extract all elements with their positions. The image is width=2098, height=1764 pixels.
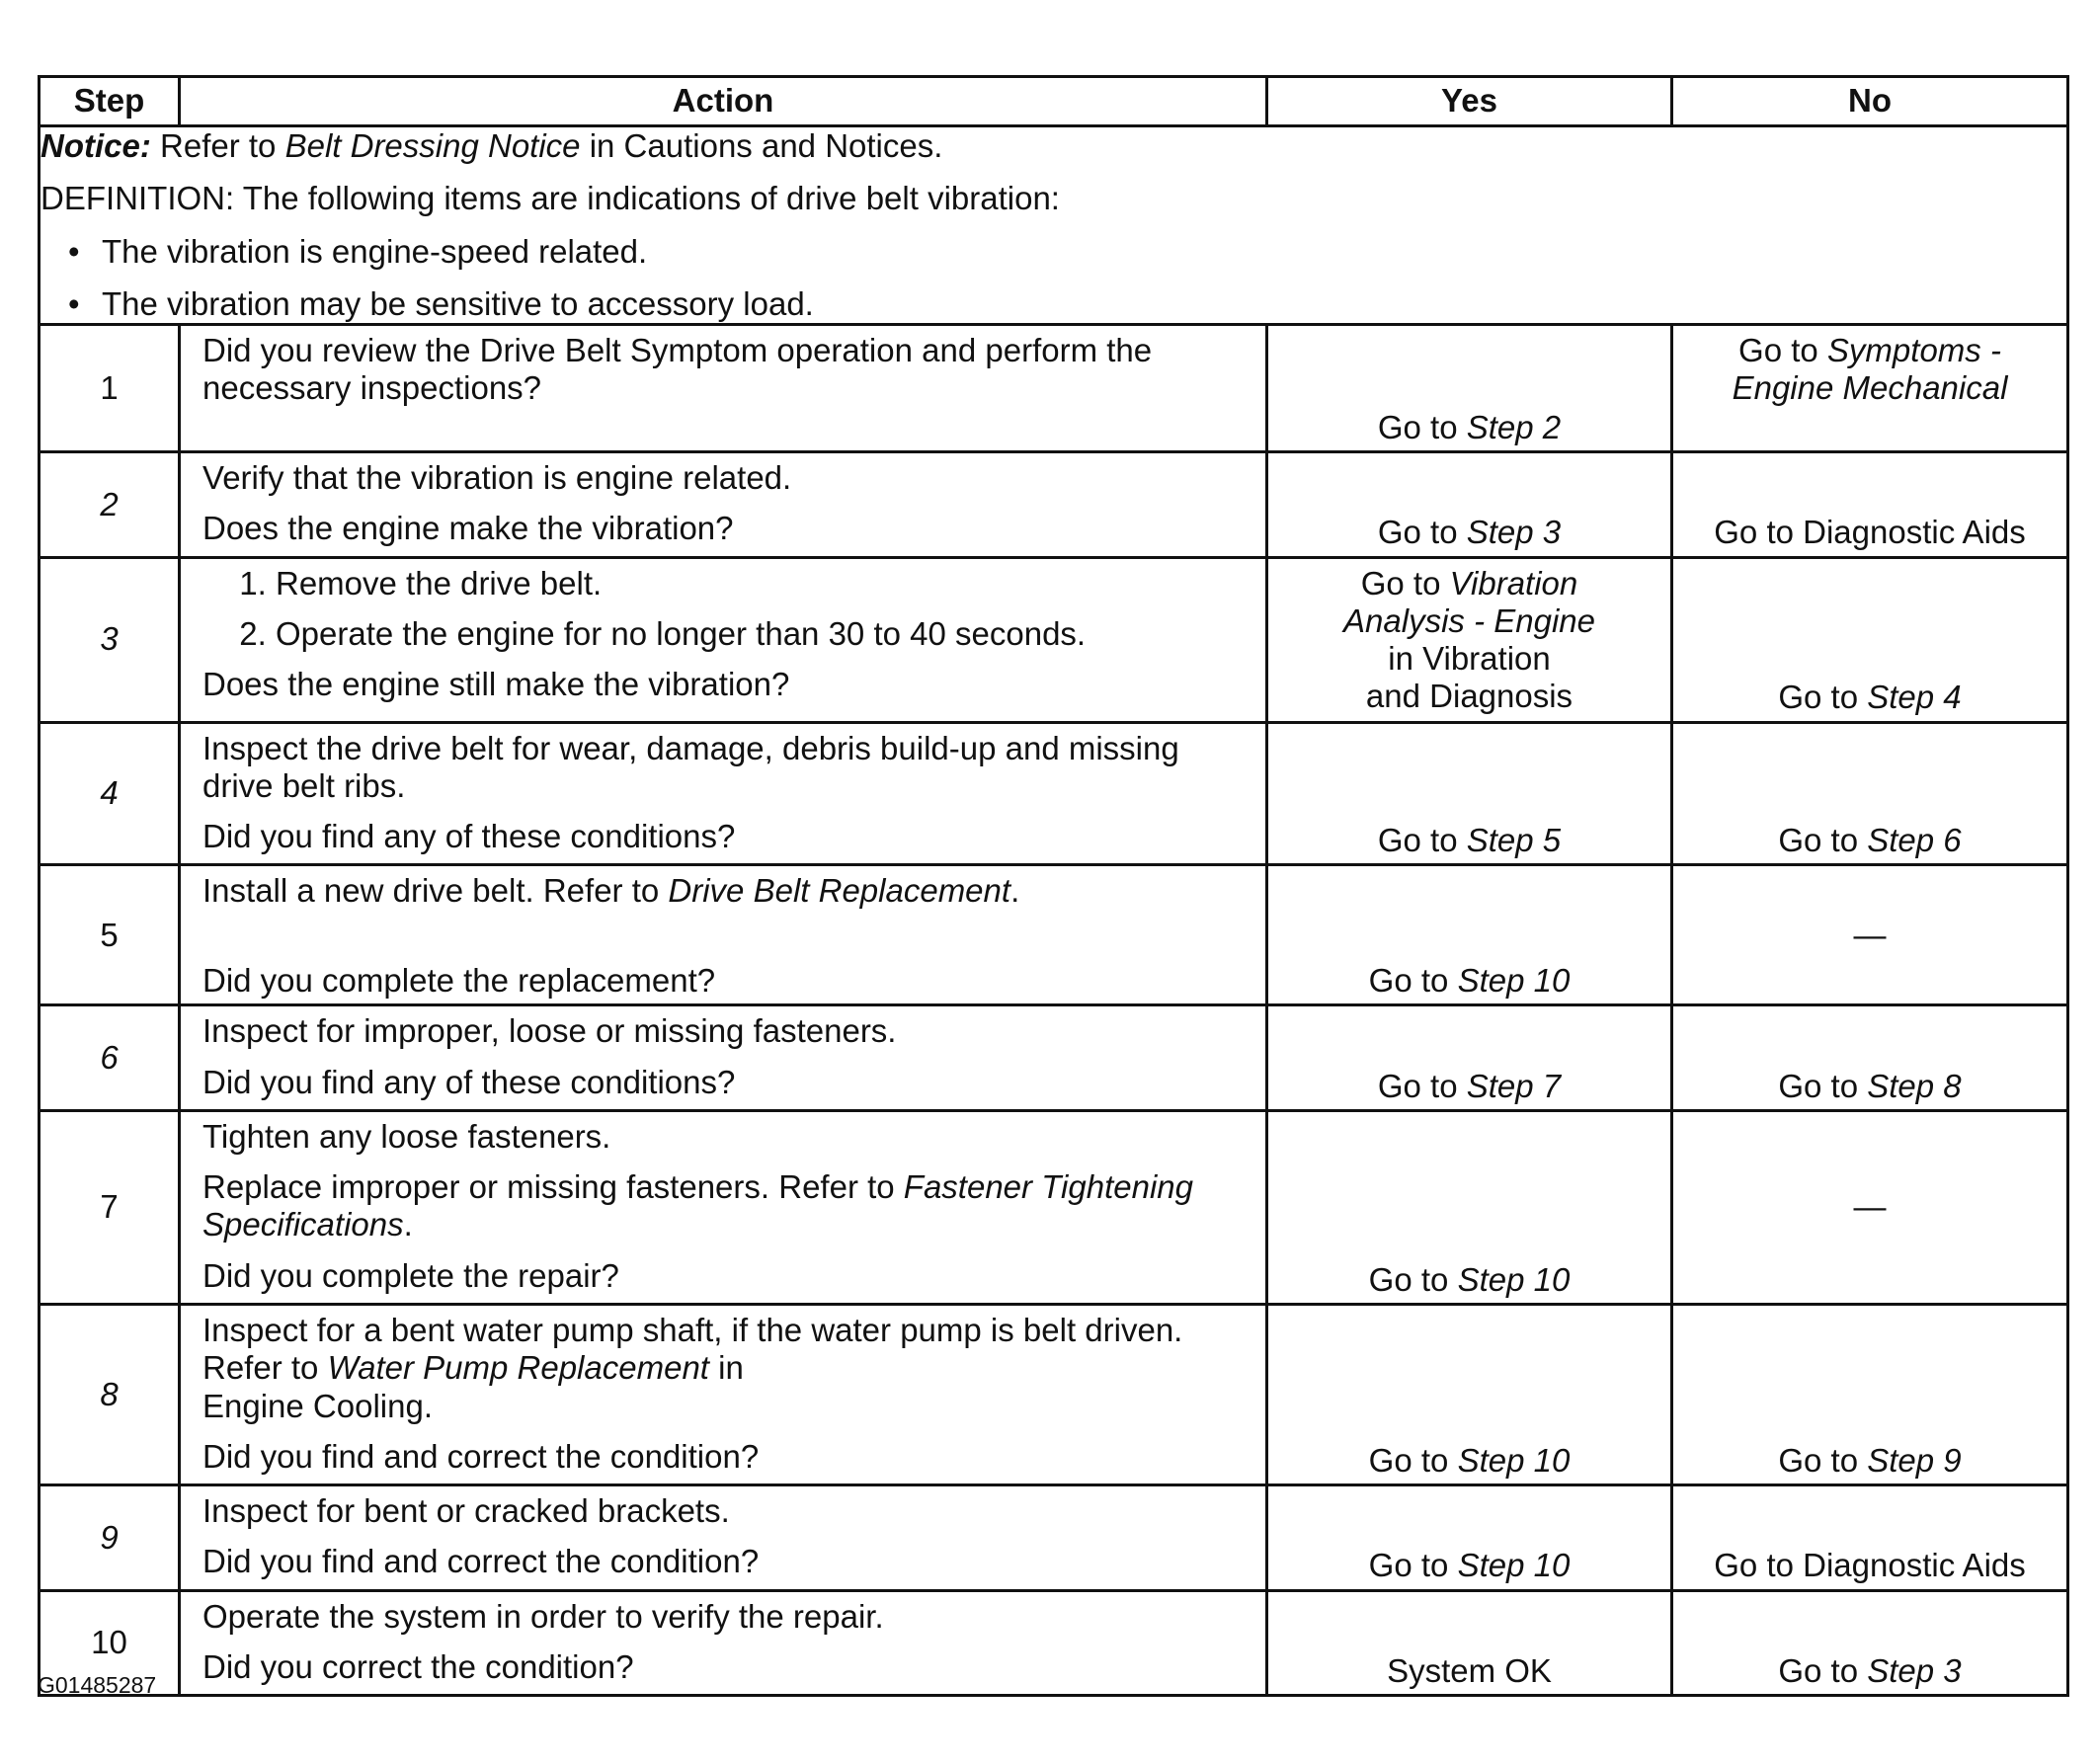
table-row (40, 1005, 2068, 1111)
yes-cell (1267, 1304, 1672, 1484)
no-cell (1672, 557, 2068, 722)
list-item: 1. Remove the drive belt. (276, 565, 1253, 602)
table-row (40, 557, 2068, 722)
list-item (68, 232, 2066, 271)
yes-cell (1267, 452, 1672, 558)
no-text: Go to Step 8 (1778, 1067, 1962, 1104)
action-cell (180, 557, 1267, 722)
list-item: 2. Operate the engine for no longer than 30 to 40 seconds. (276, 615, 1253, 653)
no-text: Go to Symptoms - Engine Mechanical (1732, 332, 2008, 407)
no-cell (1672, 722, 2068, 865)
no-step-link: Step 9 (1867, 1441, 1962, 1479)
yes-cell (1267, 325, 1672, 452)
no-text: Go to Diagnostic Aids (1714, 514, 2026, 551)
table-row (40, 452, 2068, 558)
step-number: 7 (40, 1110, 180, 1304)
action-text: Engine Cooling. (202, 1387, 433, 1424)
header-no: No (1672, 77, 2068, 126)
action-question: Did you find any of these conditions? (202, 818, 736, 855)
no-step-link: Step 3 (1867, 1651, 1962, 1689)
yes-text: System OK (1387, 1651, 1552, 1689)
no-link: Engine Mechanical (1732, 369, 2008, 407)
step-number: 5 (40, 865, 180, 1005)
no-text: Go to Step 4 (1778, 679, 1962, 716)
no-cell (1672, 865, 2068, 1005)
no-cell (1672, 1590, 2068, 1696)
header-action: Action (180, 77, 1267, 126)
table-row (40, 325, 2068, 452)
no-text: — (1853, 1188, 1887, 1226)
bullet-text: The vibration may be sensitive to accessory load. (102, 284, 814, 322)
notice-link: Belt Dressing Notice (284, 127, 581, 164)
table-row (40, 1485, 2068, 1591)
header-yes: Yes (1267, 77, 1672, 126)
yes-step-link: Step 5 (1466, 822, 1562, 859)
header-step: Step (40, 77, 180, 126)
action-cell (180, 325, 1267, 452)
yes-cell (1267, 557, 1672, 722)
notice-text-end: in Cautions and Notices. (580, 127, 943, 164)
no-cell (1672, 1485, 2068, 1591)
yes-step-link: Step 10 (1457, 1547, 1571, 1584)
action-cell (180, 722, 1267, 865)
no-text: Go to Diagnostic Aids (1714, 1547, 2026, 1584)
action-question: Did you complete the repair? (202, 1256, 619, 1294)
table-row (40, 865, 2068, 1005)
no-cell (1672, 1304, 2068, 1484)
action-cell (180, 1304, 1267, 1484)
action-question: Does the engine make the vibration? (202, 510, 734, 547)
no-text: Go to Step 9 (1778, 1441, 1962, 1479)
no-step-link: Step 8 (1867, 1067, 1962, 1104)
figure-id: G01485287 (38, 1672, 157, 1698)
action-text: Install a new drive belt. Refer to Drive Belt Replacement. (202, 872, 1020, 910)
yes-cell (1267, 1110, 1672, 1304)
action-link: Drive Belt Replacement (668, 872, 1011, 910)
yes-cell (1267, 1485, 1672, 1591)
table-row (40, 1110, 2068, 1304)
action-text: Inspect for a bent water pump shaft, if the water pump is belt driven. Refer to Water Pump Replacement in (202, 1311, 1183, 1387)
action-cell (180, 865, 1267, 1005)
yes-cell (1267, 722, 1672, 865)
notice-text: Refer to (150, 127, 285, 164)
action-question: Did you find any of these conditions? (202, 1063, 736, 1100)
yes-step-link: Step 2 (1466, 408, 1562, 445)
step-number: 1 (40, 325, 180, 452)
no-text: Go to Step 3 (1778, 1651, 1962, 1689)
yes-text: Go to Step 10 (1368, 1547, 1571, 1584)
step-number: 4 (40, 722, 180, 865)
definition-list (40, 233, 2066, 324)
action-question: Did you find and correct the condition? (202, 1543, 760, 1580)
action-text: Replace improper or missing fasteners. Refer to Fastener Tightening Specifications. (202, 1168, 1194, 1243)
bullet-icon: • (68, 284, 80, 322)
table-row (40, 1304, 2068, 1484)
yes-text: Go to Step 10 (1368, 962, 1571, 1000)
table-row (40, 1590, 2068, 1696)
table-row (40, 722, 2068, 865)
action-link: Fastener Tightening Specifications (202, 1168, 1194, 1243)
no-step-link: Step 6 (1867, 822, 1962, 859)
yes-step-link: Step 10 (1457, 1260, 1571, 1298)
step-number: 6 (40, 1005, 180, 1111)
yes-cell (1267, 1590, 1672, 1696)
yes-step-link: Step 3 (1466, 514, 1562, 551)
yes-text: Go to Step 5 (1377, 822, 1562, 859)
yes-text: Go to Step 10 (1368, 1441, 1571, 1479)
yes-text: Go to Step 2 (1377, 408, 1562, 445)
step-number: 8 (40, 1304, 180, 1484)
action-text: Inspect the drive belt for wear, damage, debris build-up and missing drive belt ribs. (202, 729, 1179, 804)
action-text: Did you review the Drive Belt Symptom operation and perform the necessary inspections? (202, 332, 1153, 407)
yes-step-link: Step 10 (1457, 1441, 1571, 1479)
yes-cell (1267, 1005, 1672, 1111)
action-text: Tighten any loose fasteners. (202, 1117, 611, 1155)
action-text: Operate the system in order to verify the repair. (202, 1597, 884, 1635)
action-cell (180, 452, 1267, 558)
step-number: 3 (40, 557, 180, 722)
step-number: 9 (40, 1485, 180, 1591)
bullet-text: The vibration is engine-speed related. (102, 232, 648, 270)
action-question: Did you complete the replacement? (202, 962, 716, 1000)
no-cell (1672, 1110, 2068, 1304)
no-cell (1672, 452, 2068, 558)
step-number: 2 (40, 452, 180, 558)
notice-line (40, 127, 2066, 165)
table-header-row (40, 77, 2068, 126)
action-steps-list (202, 565, 1253, 654)
action-cell (180, 1485, 1267, 1591)
no-cell (1672, 1005, 2068, 1111)
definition-line: DEFINITION: The following items are indications of drive belt vibration: (40, 180, 1060, 217)
action-link: Water Pump Replacement (327, 1349, 709, 1387)
yes-text: Go to Vibration Analysis - Engine in Vibration and Diagnosis (1343, 564, 1595, 715)
list-item (68, 284, 2066, 323)
action-text: Inspect for bent or cracked brackets. (202, 1492, 730, 1530)
bullet-icon: • (68, 232, 80, 270)
yes-text: Go to Step 10 (1368, 1260, 1571, 1298)
yes-step-link: Step 7 (1466, 1067, 1562, 1104)
no-link: Symptoms - (1826, 332, 2001, 369)
action-question: Did you correct the condition? (202, 1647, 634, 1685)
no-text: — (1853, 916, 1887, 953)
no-text: Go to Step 6 (1778, 822, 1962, 859)
diagnostic-table (38, 75, 2069, 1697)
step-number: 10 (40, 1590, 180, 1696)
action-cell (180, 1005, 1267, 1111)
action-cell (180, 1590, 1267, 1696)
notice-label: Notice: (40, 127, 151, 164)
notice-row (40, 126, 2068, 325)
no-cell (1672, 325, 2068, 452)
notice-cell (40, 126, 2068, 325)
action-question: Does the engine still make the vibration? (202, 666, 790, 703)
action-question: Did you find and correct the condition? (202, 1437, 760, 1475)
action-text: Inspect for improper, loose or missing fasteners. (202, 1012, 897, 1050)
yes-step-link: Step 10 (1457, 962, 1571, 1000)
action-cell (180, 1110, 1267, 1304)
yes-text: Go to Step 3 (1377, 514, 1562, 551)
no-step-link: Step 4 (1867, 679, 1962, 716)
action-text: Verify that the vibration is engine related. (202, 459, 792, 497)
yes-text: Go to Step 7 (1377, 1067, 1562, 1104)
yes-cell (1267, 865, 1672, 1005)
